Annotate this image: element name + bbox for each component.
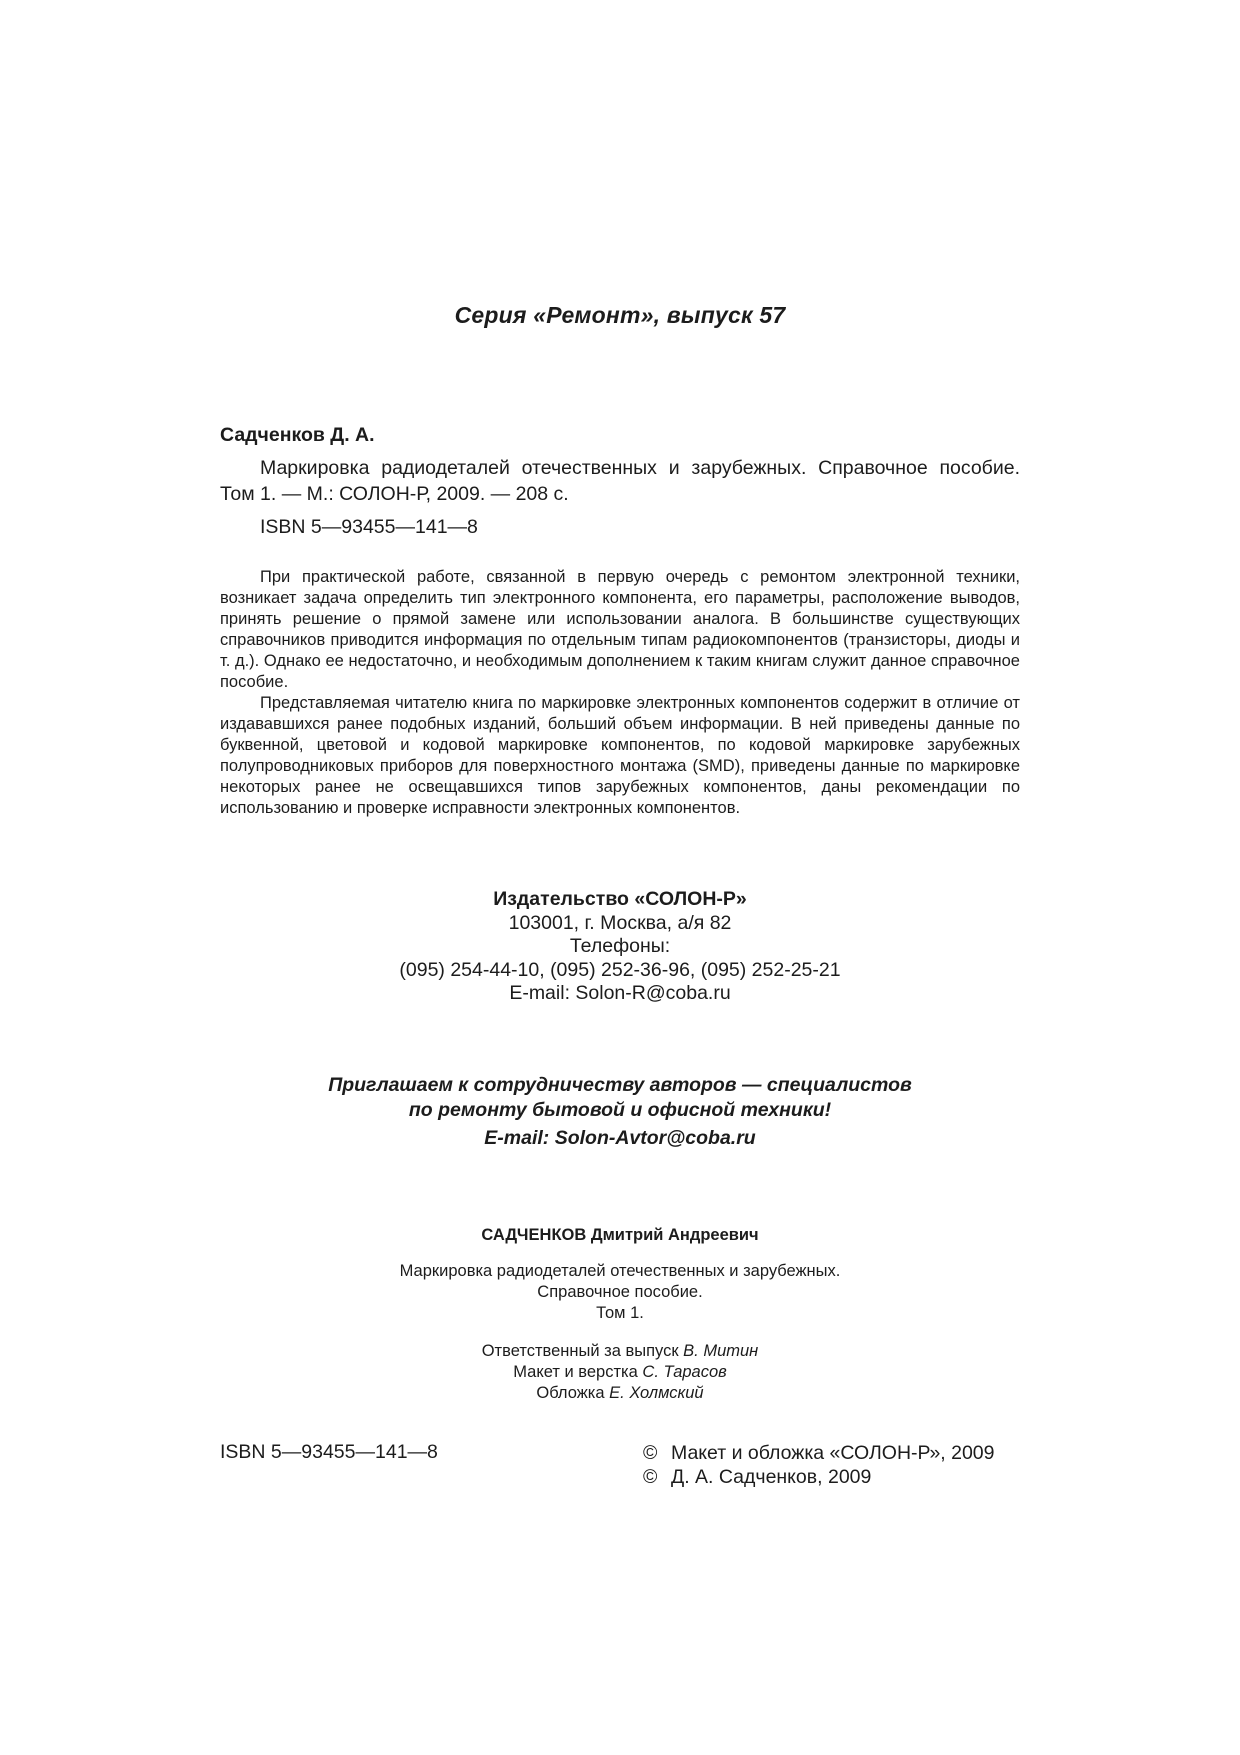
isbn-bottom: ISBN 5—93455—141—8 <box>220 1441 438 1463</box>
publisher-email: E-mail: Solon-R@coba.ru <box>509 982 731 1004</box>
publisher-phones: (095) 254-44-10, (095) 252-36-96, (095) 252-25-21 <box>399 958 841 981</box>
copyright-line-1 <box>643 1441 995 1465</box>
credits-author: САДЧЕНКОВ Дмитрий Андреевич <box>481 1226 759 1244</box>
credits-title-line-3: Том 1. <box>596 1304 644 1322</box>
invitation-line-1: Приглашаем к сотрудничеству авторов — специалистов <box>328 1074 912 1096</box>
bibliography-description: Маркировка радиодеталей отечественных и зарубежных. Справочное пособие. Том 1. — М.: СОЛОН-Р, 2009. — 208 с. <box>220 457 1020 505</box>
credits-responsible-name: В. Митин <box>683 1342 759 1360</box>
credits-cover <box>0 1383 1240 1404</box>
abstract <box>220 567 1020 819</box>
copyright-block <box>643 1441 995 1489</box>
series-title: Серия «Ремонт», выпуск 57 <box>454 302 786 328</box>
abstract-paragraph-1: При практической работе, связанной в первую очередь с ремонтом электронной техники, возникает задача определить тип электронного компонента, его параметры, расположение выводов, принять решение о прямой замене или использовании аналога. В большинстве существующих справочников приводится информация по отдельным типам радиокомпонентов (транзисторы, диоды и т. д.). Однако ее недостаточно, и необходимым дополнением к таким книгам служит данное справочное пособие. <box>220 568 1020 691</box>
credits-layout-label: Макет и верстка <box>513 1363 638 1381</box>
invitation-line-2: по ремонту бытовой и офисной техники! <box>408 1099 832 1121</box>
credits-cover-name: Е. Холмский <box>609 1384 704 1402</box>
credits-responsible-label: Ответственный за выпуск <box>481 1342 679 1360</box>
publisher-block <box>0 888 1240 1006</box>
credits-responsible <box>0 1341 1240 1362</box>
publisher-address: 103001, г. Москва, а/я 82 <box>508 911 732 934</box>
credits-cover-label: Обложка <box>536 1384 605 1402</box>
invitation-email: E-mail: Solon-Avtor@coba.ru <box>484 1127 756 1149</box>
publisher-phones-label: Телефоны: <box>569 935 671 957</box>
credits-layout <box>0 1362 1240 1383</box>
isbn-top: ISBN 5—93455—141—8 <box>260 516 478 538</box>
copyright-line-2 <box>643 1465 995 1489</box>
invitation-block <box>0 1073 1240 1151</box>
credits-block <box>0 1225 1240 1404</box>
abstract-paragraph-2: Представляемая читателю книга по маркировке электронных компонентов содержит в отличие от издававшихся ранее подобных изданий, больший объем информации. В ней приведены данные по буквенной, цветовой и кодовой маркировке компонентов, по кодовой маркировке зарубежных полупроводниковых приборов для поверхностного монтажа (SMD), приведены данные по маркировке некоторых ранее не освещавшихся типов зарубежных компонентов, даны рекомендации по использованию и проверке исправности электронных компонентов. <box>220 694 1020 817</box>
copyright-text-2: Д. А. Садченков, 2009 <box>671 1466 872 1488</box>
publisher-name: Издательство «СОЛОН-Р» <box>493 888 747 910</box>
copyright-symbol: © <box>643 1466 658 1488</box>
credits-title-line-2: Справочное пособие. <box>537 1283 703 1301</box>
credits-title-line-1: Маркировка радиодеталей отечественных и зарубежных. <box>399 1262 841 1280</box>
copyright-text-1: Макет и обложка «СОЛОН-Р», 2009 <box>671 1442 995 1464</box>
bibliography-author: Садченков Д. А. <box>220 424 375 446</box>
credits-layout-name: С. Тарасов <box>642 1363 727 1381</box>
copyright-symbol: © <box>643 1442 658 1464</box>
